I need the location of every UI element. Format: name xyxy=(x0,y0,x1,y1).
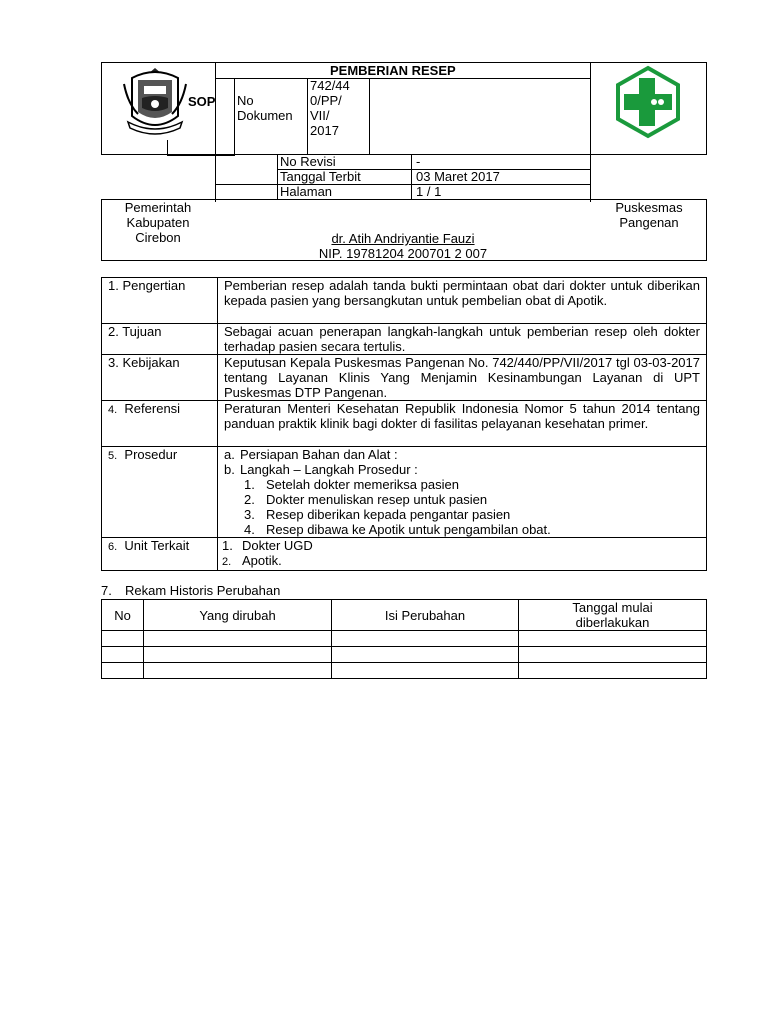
row-content xyxy=(218,538,707,571)
prosedur-a: a. Persiapan Bahan dan Alat : xyxy=(224,447,398,462)
info-divider xyxy=(411,154,412,200)
halaman-label: Halaman xyxy=(280,184,333,199)
left-org: Pemerintah Kabupaten Cirebon xyxy=(124,200,192,245)
table-row xyxy=(102,600,707,631)
no-revisi-value: - xyxy=(416,154,421,169)
signer-nip: NIP. 19781204 200701 2 007 xyxy=(318,246,488,261)
col-header: No xyxy=(102,600,144,631)
row-label: 4. Referensi xyxy=(102,401,218,447)
tanggal-terbit-value: 03 Maret 2017 xyxy=(416,169,500,184)
list-item: 1. Dokter UGD xyxy=(222,538,313,553)
header-divider xyxy=(215,62,216,202)
header-divider xyxy=(167,140,168,156)
row-label: 1. Pengertian xyxy=(102,278,218,324)
sop-label: SOP xyxy=(188,94,216,109)
table-row xyxy=(102,647,707,663)
row-label: 6. Unit Terkait xyxy=(102,538,218,571)
table-row xyxy=(102,278,707,324)
row-label: 5. Prosedur xyxy=(102,447,218,538)
row-label: 2. Tujuan xyxy=(102,324,218,355)
no-revisi-label: No Revisi xyxy=(280,154,336,169)
col-header: Tanggal mulai diberlakukan xyxy=(519,600,707,631)
table-row xyxy=(102,401,707,447)
list-item: 3. Resep diberikan kepada pengantar pasien xyxy=(244,507,511,522)
table-row xyxy=(102,663,707,679)
no-dokumen-label: No Dokumen xyxy=(237,93,293,123)
halaman-value: 1 / 1 xyxy=(416,184,442,199)
row-content: Keputusan Kepala Puskesmas Pangenan No. 742/440/PP/VII/2017 tgl 03-03-2017 tentang Layanan Klinis Yang Menjamin Kesinambungan Layanan di UPT Puskesmas DTP Pangenan. xyxy=(218,355,707,401)
no-dokumen-value: 742/44 0/PP/ VII/ 2017 xyxy=(310,78,350,138)
header-divider xyxy=(167,155,235,156)
table-row xyxy=(102,447,707,538)
row-content: Pemberian resep adalah tanda bukti permintaan obat dari dokter untuk diberikan kepada pasien yang bersangkutan untuk pembelian obat di Apotik. xyxy=(218,278,707,324)
table-row xyxy=(102,324,707,355)
list-item: 2. Dokter menuliskan resep untuk pasien xyxy=(244,492,488,507)
row-label: 3. Kebijakan xyxy=(102,355,218,401)
header-divider xyxy=(234,78,235,156)
history-table xyxy=(101,599,707,679)
header-divider xyxy=(215,78,591,79)
header-divider xyxy=(307,78,308,155)
list-item: 1. Setelah dokter memeriksa pasien xyxy=(244,477,459,492)
row-content: Sebagai acuan penerapan langkah-langkah untuk pemberian resep oleh dokter terhadap pasien secara tertulis. xyxy=(218,324,707,355)
history-title: 7. Rekam Historis Perubahan xyxy=(101,583,281,598)
table-row xyxy=(102,631,707,647)
row-content xyxy=(218,447,707,538)
table-row xyxy=(102,355,707,401)
col-header: Isi Perubahan xyxy=(332,600,519,631)
signer-name: dr. Atih Andriyantie Fauzi xyxy=(331,231,475,246)
info-divider xyxy=(215,184,278,185)
list-item: 4. Resep dibawa ke Apotik untuk pengambilan obat. xyxy=(244,522,551,537)
table-row xyxy=(102,538,707,571)
prosedur-b: b. Langkah – Langkah Prosedur : xyxy=(224,462,418,477)
tanggal-terbit-label: Tanggal Terbit xyxy=(280,169,361,184)
col-header: Yang dirubah xyxy=(144,600,332,631)
document-title: PEMBERIAN RESEP xyxy=(330,63,456,78)
right-org: Puskesmas Pangenan xyxy=(615,200,683,230)
puskesmas-cross-icon xyxy=(612,64,684,140)
header-divider xyxy=(369,78,370,155)
list-item: 2. Apotik. xyxy=(222,553,282,568)
cirebon-crest-icon xyxy=(120,64,190,140)
row-content: Peraturan Menteri Kesehatan Republik Indonesia Nomor 5 tahun 2014 tentang panduan praktik klinik bagi dokter di fasilitas pelayanan kesehatan primer. xyxy=(218,401,707,447)
sop-body-table xyxy=(101,277,707,571)
